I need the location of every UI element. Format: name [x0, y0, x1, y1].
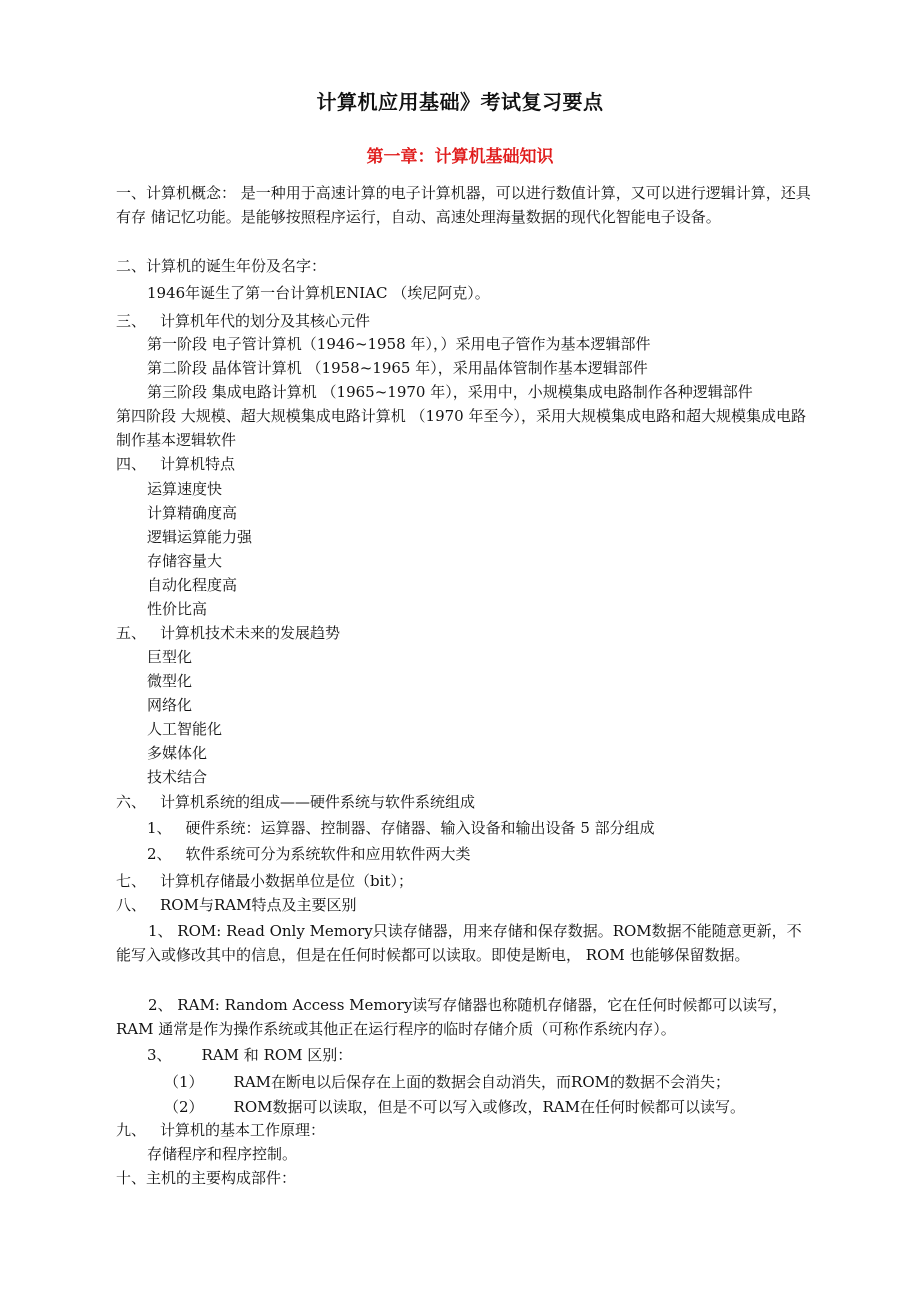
difference-number: 3、: [147, 1046, 172, 1064]
feature-item: 逻辑运算能力强: [147, 528, 253, 546]
section-4-title: 计算机特点: [160, 455, 236, 473]
section-2-line: 1946年诞生了第一台计算机ENIAC （埃尼阿克）。: [147, 284, 490, 302]
section-5-number: 五、: [116, 624, 147, 642]
section-10-heading: 十、主机的主要构成部件：: [116, 1169, 297, 1187]
feature-item: 性价比高: [147, 600, 208, 618]
difference-item-1-number: （1）: [164, 1073, 204, 1091]
section-8-number: 八、: [116, 896, 147, 914]
trend-item: 巨型化: [147, 648, 193, 666]
trend-item: 网络化: [147, 696, 193, 714]
era-3-line: 第三阶段 集成电路计算机 （1965~1970 年），采用中，小规模集成电路制作各种逻辑部件: [147, 383, 753, 401]
difference-item-2-number: （2）: [164, 1098, 204, 1116]
section-3-heading: [116, 309, 370, 333]
section-7-title: 计算机存储最小数据单位是位（bit）；: [160, 872, 413, 890]
era-2-line: 第二阶段 晶体管计算机 （1958~1965 年），采用晶体管制作基本逻辑部件: [147, 359, 648, 377]
section-3-number: 三、: [116, 312, 147, 330]
trend-item: 多媒体化: [147, 744, 208, 762]
section-2-heading: 二、计算机的诞生年份及名字：: [116, 257, 327, 275]
feature-item: 自动化程度高: [147, 576, 238, 594]
section-6-title: 计算机系统的组成——硬件系统与软件系统组成: [160, 793, 476, 811]
difference-title: RAM 和 ROM 区别：: [201, 1046, 353, 1064]
rom-paragraph: 1、 ROM: Read Only Memory只读存储器，用来存储和保存数据。ROM数据不能随意更新，不 能写入或修改其中的信息，但是在任何时候都可以读取。即使是断电， ROM 也能够保留数据。: [116, 922, 802, 964]
document-title: 计算机应用基础》考试复习要点: [316, 90, 604, 114]
chapter-heading: 第一章：计算机基础知识: [366, 147, 554, 167]
section-7-heading: [116, 869, 413, 893]
section-6-heading: [116, 790, 475, 814]
section-3-title: 计算机年代的划分及其核心元件: [160, 312, 371, 330]
section-5-heading: [116, 621, 340, 645]
section-9-title: 计算机的基本工作原理：: [160, 1121, 326, 1139]
section-1-paragraph: 一、计算机概念： 是一种用于高速计算的电子计算机器，可以进行数值计算，又可以进行逻辑计算，还具有存 储记忆功能。是能够按照程序运行，自动、高速处理海量数据的现代化智能电子设备。: [116, 184, 811, 226]
difference-item-1-text: RAM在断电以后保存在上面的数据会自动消失，而ROM的数据不会消失；: [233, 1073, 730, 1091]
feature-item: 计算精确度高: [147, 504, 238, 522]
section-4-number: 四、: [116, 455, 147, 473]
feature-item: 运算速度快: [147, 480, 223, 498]
hardware-text: 硬件系统：运算器、控制器、存储器、输入设备和输出设备 5 部分组成: [185, 819, 655, 837]
difference-item-1: [164, 1070, 730, 1094]
software-number: 2、: [147, 845, 172, 863]
era-4-paragraph: 第四阶段 大规模、超大规模集成电路计算机 （1970 年至今），采用大规模集成电路和超大规模集成电路制作基本逻辑软件: [116, 407, 806, 449]
trend-item: 人工智能化: [147, 720, 223, 738]
section-5-title: 计算机技术未来的发展趋势: [160, 624, 341, 642]
ram-paragraph: 2、 RAM: Random Access Memory读写存储器也称随机存储器，它在任何时候都可以读写，RAM 通常是作为操作系统或其他正在运行程序的临时存储介质（可称作系统内存）。: [116, 996, 788, 1038]
feature-item: 存储容量大: [147, 552, 223, 570]
section-4-heading: [116, 452, 235, 476]
section-8-heading: [116, 893, 356, 917]
section-9-number: 九、: [116, 1121, 147, 1139]
section-8-title: ROM与RAM特点及主要区别: [160, 896, 357, 914]
difference-item-2-text: ROM数据可以读取，但是不可以写入或修改，RAM在任何时候都可以读写。: [233, 1098, 745, 1116]
trend-item: 技术结合: [147, 768, 208, 786]
system-item-hardware: [147, 816, 655, 840]
difference-item-2: [164, 1095, 745, 1119]
section-7-number: 七、: [116, 872, 147, 890]
section-6-number: 六、: [116, 793, 147, 811]
difference-heading: [147, 1043, 352, 1067]
section-9-heading: [116, 1118, 325, 1142]
hardware-number: 1、: [147, 819, 172, 837]
era-1-line: 第一阶段 电子管计算机（1946~1958 年），）采用电子管作为基本逻辑部件: [147, 335, 651, 353]
section-9-line: 存储程序和程序控制。: [147, 1145, 298, 1163]
trend-item: 微型化: [147, 672, 193, 690]
software-text: 软件系统可分为系统软件和应用软件两大类: [185, 845, 471, 863]
system-item-software: [147, 842, 471, 866]
